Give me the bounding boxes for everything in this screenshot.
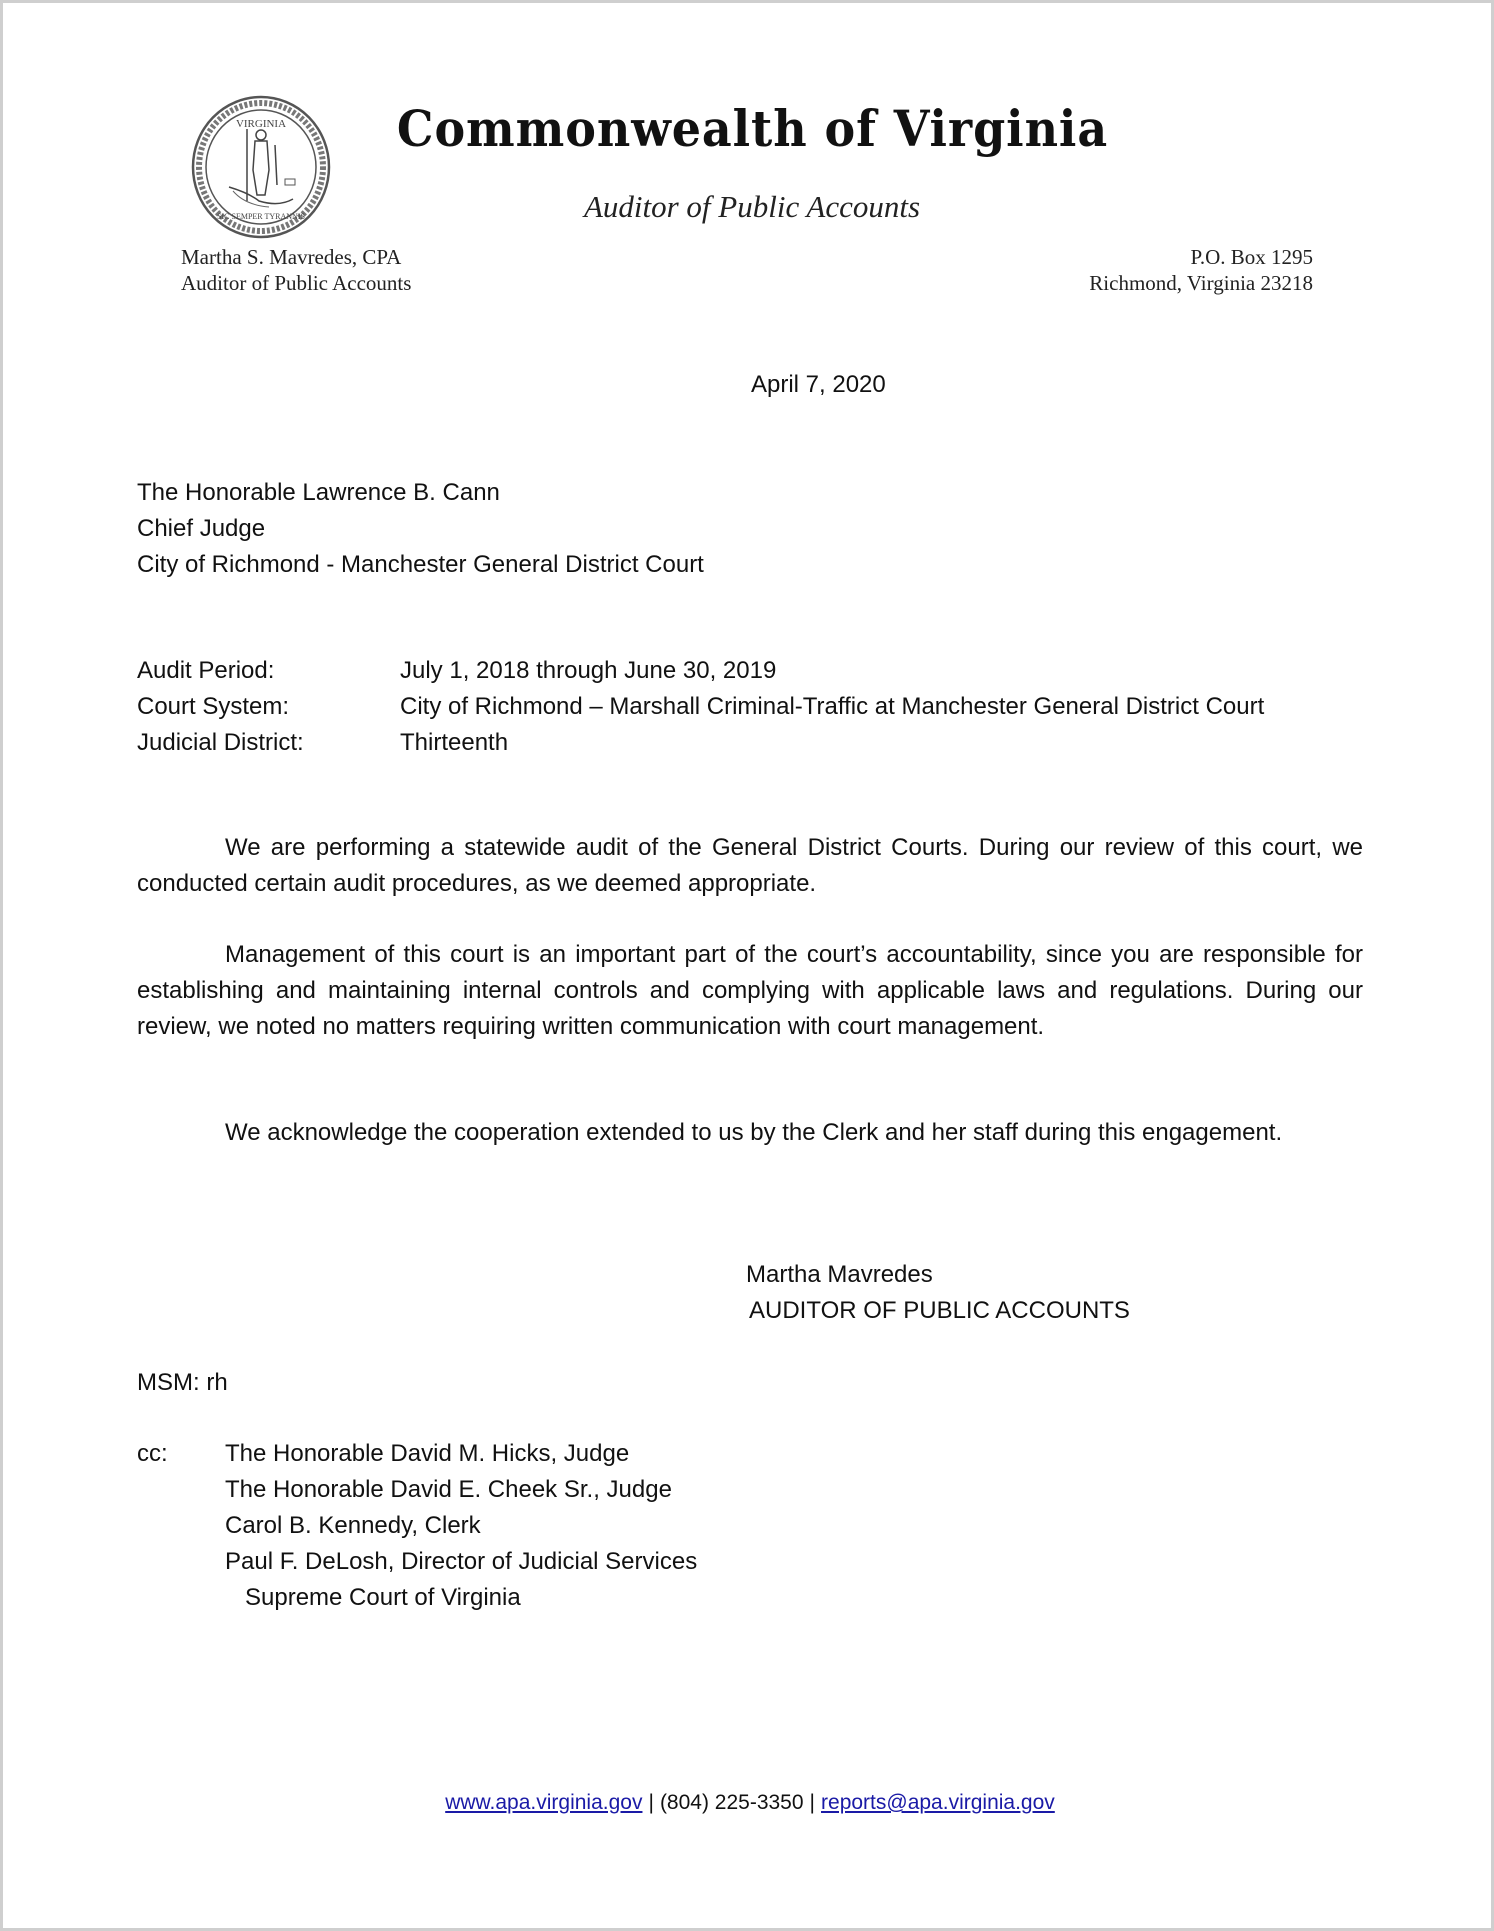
cc-recipient: Carol B. Kennedy, Clerk bbox=[225, 1512, 481, 1539]
signer-title: AUDITOR OF PUBLIC ACCOUNTS bbox=[749, 1297, 1130, 1324]
city-state-zip: Richmond, Virginia 23218 bbox=[1089, 271, 1313, 295]
body-paragraph bbox=[137, 937, 1363, 1045]
letterhead-subtitle bbox=[3, 189, 1494, 225]
detail-value: City of Richmond – Marshall Criminal-Traffic at Manchester General District Court bbox=[400, 693, 1265, 720]
detail-value: July 1, 2018 through June 30, 2019 bbox=[400, 657, 777, 684]
po-box: P.O. Box 1295 bbox=[1190, 245, 1313, 269]
signer-name: Martha Mavredes bbox=[746, 1261, 933, 1288]
letter-date: April 7, 2020 bbox=[751, 371, 886, 398]
cc-recipient: The Honorable David M. Hicks, Judge bbox=[225, 1440, 630, 1467]
svg-text:VIRGINIA: VIRGINIA bbox=[235, 118, 287, 130]
cc-row bbox=[137, 1544, 697, 1580]
detail-label: Audit Period: bbox=[137, 657, 275, 684]
cc-row bbox=[137, 1580, 697, 1616]
addressee-name: The Honorable Lawrence B. Cann bbox=[137, 479, 500, 506]
auditor-name-block bbox=[181, 244, 411, 296]
detail-label: Court System: bbox=[137, 693, 290, 720]
footer-separator: | bbox=[809, 1791, 816, 1814]
phone-number: (804) 225-3350 bbox=[659, 1791, 804, 1814]
body-paragraph bbox=[137, 1115, 1363, 1151]
cc-recipient: The Honorable David E. Cheek Sr., Judge bbox=[225, 1476, 672, 1503]
court-system-row bbox=[137, 689, 1264, 725]
mailing-address-block bbox=[1089, 244, 1313, 296]
detail-label: Judicial District: bbox=[137, 729, 304, 756]
audit-period-row bbox=[137, 653, 1264, 689]
svg-text:SIC SEMPER TYRANNIS: SIC SEMPER TYRANNIS bbox=[217, 212, 305, 221]
body-paragraph bbox=[137, 830, 1363, 902]
addressee-title: Chief Judge bbox=[137, 515, 266, 542]
audit-details bbox=[137, 653, 1264, 761]
cc-recipient-subline: Supreme Court of Virginia bbox=[245, 1584, 521, 1611]
letterhead-title-text: Commonwealth of Virginia bbox=[396, 99, 1108, 158]
paragraph-text: We are performing a statewide audit of the General District Courts. During our review of this court, we conducted certain audit procedures, as we deemed appropriate. bbox=[137, 834, 1363, 897]
cc-block bbox=[137, 1436, 697, 1616]
cc-row bbox=[137, 1436, 697, 1472]
letterhead-title bbox=[3, 99, 1494, 158]
website-link[interactable]: www.apa.virginia.gov bbox=[445, 1791, 643, 1814]
judicial-district-row bbox=[137, 725, 1264, 761]
cc-recipient: Paul F. DeLosh, Director of Judicial Services bbox=[225, 1548, 698, 1575]
cc-row bbox=[137, 1472, 697, 1508]
signature-block bbox=[746, 1257, 1130, 1329]
footer-separator: | bbox=[648, 1791, 654, 1814]
letterhead-subtitle-text: Auditor of Public Accounts bbox=[583, 189, 921, 224]
cc-label: cc: bbox=[137, 1440, 168, 1467]
auditor-title: Auditor of Public Accounts bbox=[181, 271, 412, 295]
paragraph-text: We acknowledge the cooperation extended to us by the Clerk and her staff during this engagement. bbox=[225, 1119, 1283, 1146]
addressee-court: City of Richmond - Manchester General District Court bbox=[137, 551, 704, 578]
reference-initials: MSM: rh bbox=[137, 1369, 228, 1396]
addressee-block bbox=[137, 475, 704, 583]
email-link[interactable]: reports@apa.virginia.gov bbox=[821, 1791, 1055, 1814]
letter-footer bbox=[3, 1785, 1494, 1821]
cc-row bbox=[137, 1508, 697, 1544]
detail-value: Thirteenth bbox=[400, 729, 509, 756]
paragraph-text: Management of this court is an important part of the court’s accountability, since you are responsible for establishing and maintaining internal controls and complying with applicable laws and regulations. During our review, we noted no matters requiring written communication with court management. bbox=[137, 941, 1363, 1040]
auditor-name: Martha S. Mavredes, CPA bbox=[181, 245, 402, 269]
